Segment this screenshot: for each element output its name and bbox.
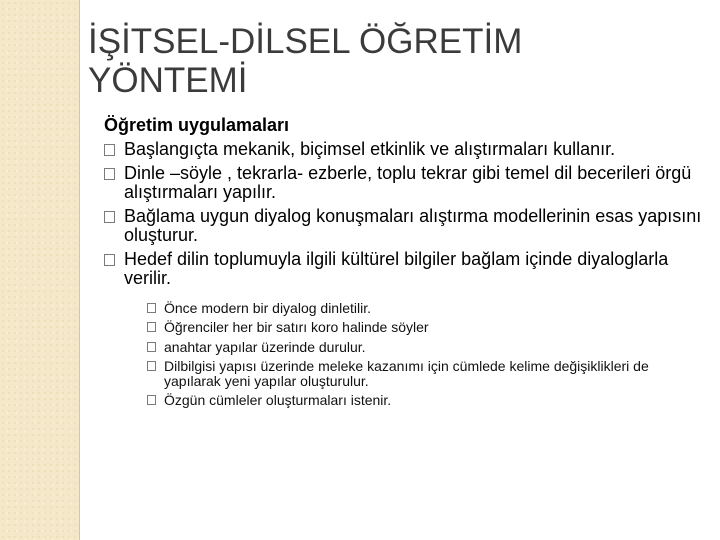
sub-list-item xyxy=(147,359,704,388)
square-bullet-icon xyxy=(104,211,115,223)
sub-list-item-text: Önce modern bir diyalog dinletilir. xyxy=(164,299,371,316)
sub-list-item-text: Dilbilgisi yapısı üzerinde meleke kazanımı için cümlede kelime değişiklikleri de yapılarak yeni yapılar oluşturulur. xyxy=(164,358,649,389)
list-item xyxy=(104,164,704,203)
sub-list-item xyxy=(147,340,704,355)
square-bullet-icon xyxy=(147,303,156,313)
slide-title-line-1: İŞİTSEL-DİLSEL ÖĞRETİM xyxy=(88,22,523,61)
list-item-text: Bağlama uygun diyalog konuşmaları alıştırma modellerinin esas yapısını oluşturur. xyxy=(124,205,702,245)
list-item-text: Hedef dilin toplumuyla ilgili kültürel bilgiler bağlam içinde diyaloglarla verilir. xyxy=(124,248,669,288)
slide-title-line-2: YÖNTEMİ xyxy=(88,61,248,100)
square-bullet-icon xyxy=(147,395,156,405)
sub-bullet-list xyxy=(147,301,704,408)
sub-list-item-text: Öğrenciler her bir satırı koro halinde söyler xyxy=(164,319,429,335)
slide-title xyxy=(88,22,688,100)
list-item xyxy=(104,140,704,160)
square-bullet-icon xyxy=(147,361,156,371)
square-bullet-icon xyxy=(147,342,156,352)
square-bullet-icon xyxy=(104,168,115,180)
sub-list-item-text: anahtar yapılar üzerinde durulur. xyxy=(164,338,366,355)
section-subtitle: Öğretim uygulamaları xyxy=(104,115,290,135)
decorative-side-strip xyxy=(0,0,79,540)
list-item xyxy=(104,250,704,289)
square-bullet-icon xyxy=(147,322,156,332)
side-divider-line xyxy=(79,0,80,540)
square-bullet-icon xyxy=(104,144,115,156)
list-item-text: Başlangıçta mekanik, biçimsel etkinlik ve alıştırmaları kullanır. xyxy=(124,139,616,159)
sub-list-item xyxy=(147,393,704,408)
sub-list-item-text: Özgün cümleler oluşturmaları istenir. xyxy=(164,392,392,408)
list-item-text: Dinle –söyle , tekrarla- ezberle, toplu tekrar gibi temel dil becerileri örgü alıştırmaları yapılır. xyxy=(124,162,692,202)
slide-content xyxy=(104,114,704,413)
sub-list-item xyxy=(147,320,704,335)
main-bullet-list xyxy=(104,140,704,289)
list-item xyxy=(104,207,704,246)
square-bullet-icon xyxy=(104,254,115,266)
sub-list-item xyxy=(147,301,704,316)
